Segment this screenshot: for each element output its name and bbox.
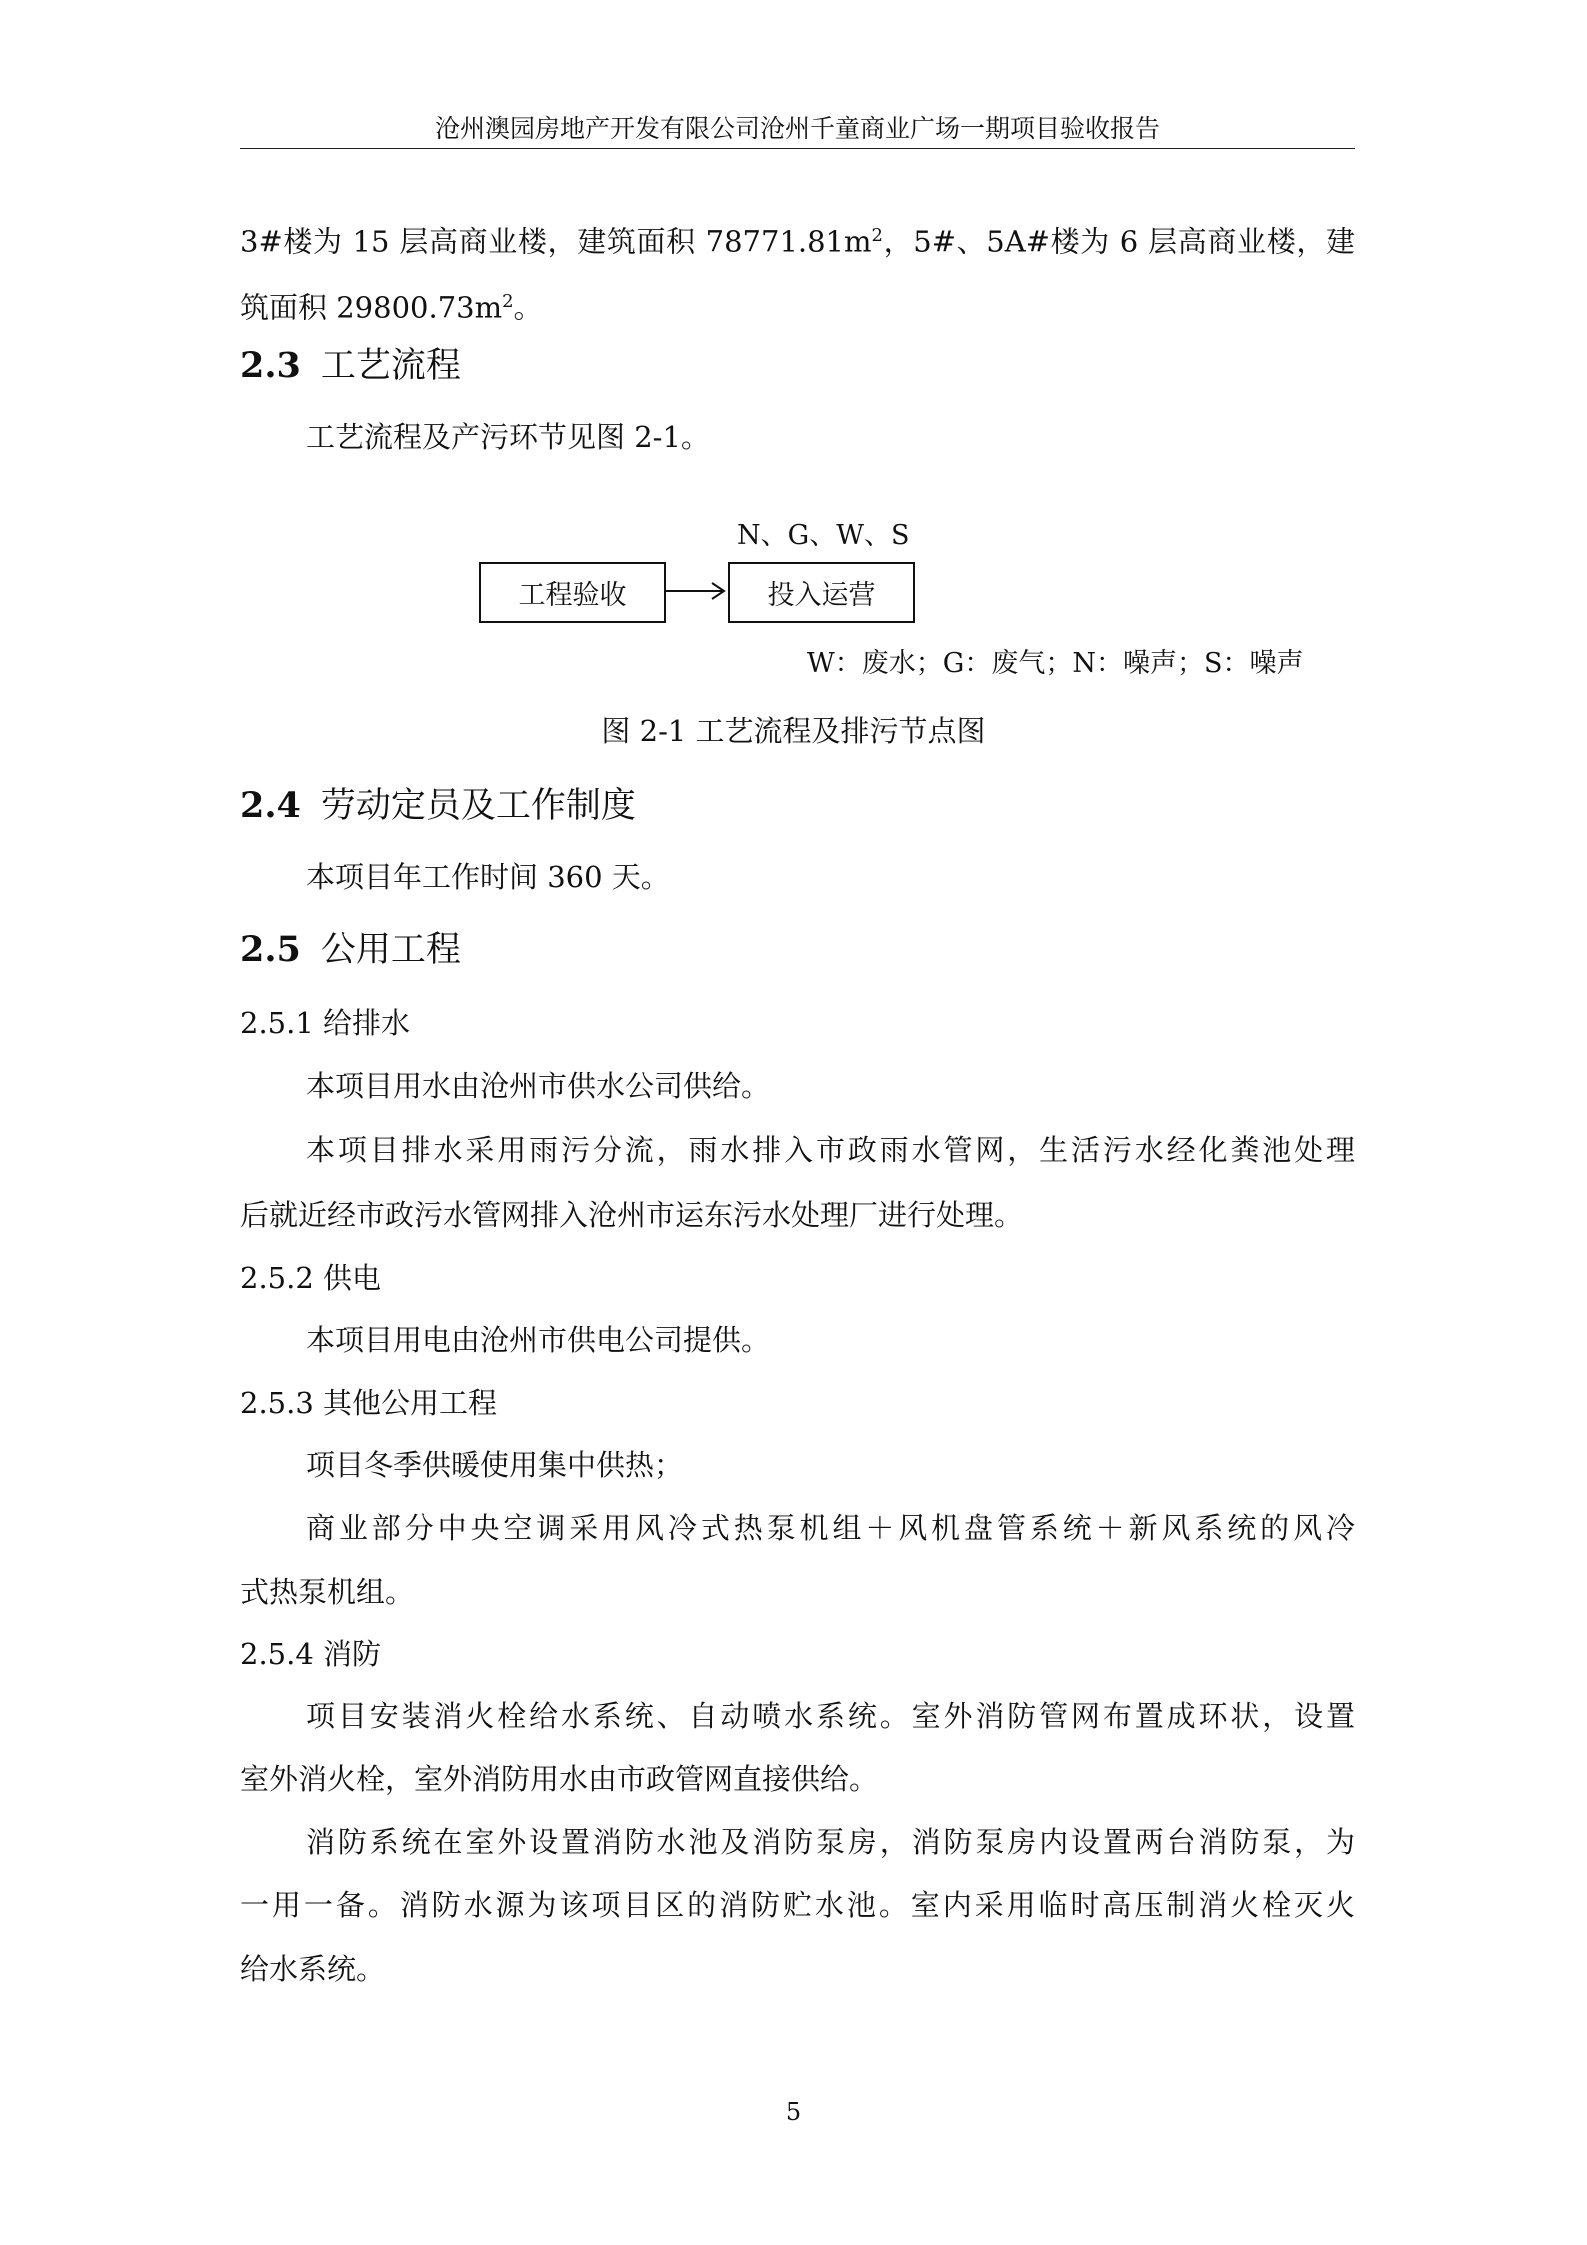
section-2-5-3-heading: 2.5.3 其他公用工程 xyxy=(240,1386,498,1420)
hvac-line-1: 商业部分中央空调采用风冷式热泵机组＋风机盘管系统＋新风系统的风冷 xyxy=(306,1511,1355,1545)
section-2-3-text: 工艺流程及产污环节见图 2-1。 xyxy=(306,420,710,454)
section-2-4-heading: 2.4 劳动定员及工作制度 xyxy=(240,785,636,826)
section-2-3-heading: 2.3 工艺流程 xyxy=(240,345,461,386)
pollutant-label: N、G、W、S xyxy=(737,520,910,551)
box-operation: 投入运营 xyxy=(728,562,915,623)
page-header: 沧州澳园房地产开发有限公司沧州千童商业广场一期项目验收报告 xyxy=(240,110,1355,149)
section-2-5-4-heading: 2.5.4 消防 xyxy=(240,1637,382,1671)
fire-line-1: 项目安装消火栓给水系统、自动喷水系统。室外消防管网布置成环状，设置 xyxy=(306,1699,1355,1733)
power-supply-text: 本项目用电由沧州市供电公司提供。 xyxy=(306,1323,771,1357)
drainage-line-2: 后就近经市政污水管网排入沧州市运东污水处理厂进行处理。 xyxy=(240,1198,1024,1232)
intro-line-1: 3#楼为 15 层高商业楼，建筑面积 $78771.81m^2$，5#、5A#楼为 6 层高商业楼，建 xyxy=(240,224,1355,259)
fire-line-5: 给水系统。 xyxy=(240,1952,386,1986)
box-engineering-acceptance: 工程验收 xyxy=(479,562,666,623)
intro-line-2: 筑面积 $29800.73m^2$。 xyxy=(240,290,543,325)
figure-legend: W：废水；G：废气；N：噪声；S：噪声 xyxy=(807,648,1304,679)
page-number: 5 xyxy=(785,2098,802,2126)
section-2-5-2-heading: 2.5.2 供电 xyxy=(240,1261,382,1295)
flow-arrow xyxy=(664,578,730,604)
section-2-5-heading: 2.5 公用工程 xyxy=(240,929,461,970)
figure-caption: 图 2-1 工艺流程及排污节点图 xyxy=(601,714,986,748)
fire-line-4: 一用一备。消防水源为该项目区的消防贮水池。室内采用临时高压制消火栓灭火 xyxy=(240,1888,1355,1922)
water-supply-text: 本项目用水由沧州市供水公司供给。 xyxy=(306,1069,771,1103)
fire-line-2: 室外消火栓，室外消防用水由市政管网直接供给。 xyxy=(240,1762,879,1796)
section-2-5-1-heading: 2.5.1 给排水 xyxy=(240,1006,411,1040)
hvac-line-2: 式热泵机组。 xyxy=(240,1575,415,1609)
drainage-line-1: 本项目排水采用雨污分流，雨水排入市政雨水管网，生活污水经化粪池处理 xyxy=(306,1133,1355,1167)
fire-line-3: 消防系统在室外设置消防水池及消防泵房，消防泵房内设置两台消防泵，为 xyxy=(306,1825,1355,1859)
section-2-4-text: 本项目年工作时间 360 天。 xyxy=(306,860,670,894)
heating-text: 项目冬季供暖使用集中供热； xyxy=(306,1448,684,1482)
